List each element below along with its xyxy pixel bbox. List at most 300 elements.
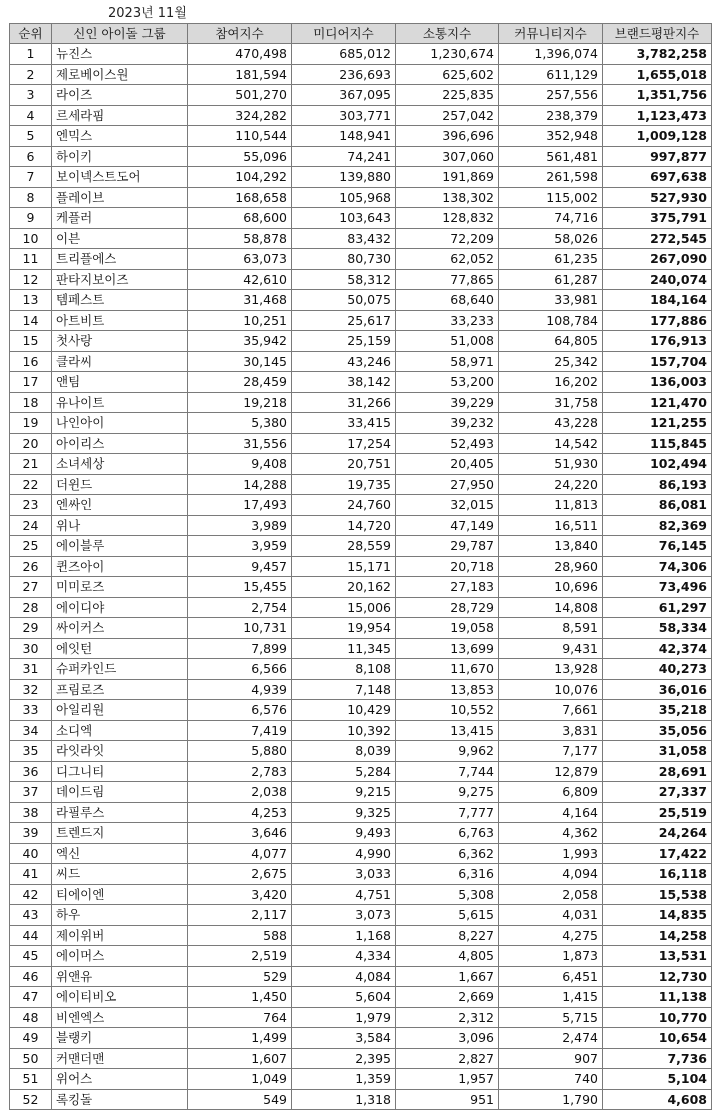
participation-cell: 181,594 <box>188 64 292 85</box>
community-cell: 10,696 <box>499 577 603 598</box>
communication-cell: 27,183 <box>396 577 499 598</box>
participation-cell: 2,783 <box>188 761 292 782</box>
media-cell: 38,142 <box>292 372 396 393</box>
table-row <box>10 536 712 557</box>
participation-cell: 55,096 <box>188 146 292 167</box>
rank-cell: 45 <box>10 946 52 967</box>
table-row <box>10 126 712 147</box>
rank-cell: 16 <box>10 351 52 372</box>
rank-cell: 37 <box>10 782 52 803</box>
group-name-cell: 제이위버 <box>52 925 188 946</box>
rank-cell: 51 <box>10 1069 52 1090</box>
community-cell: 352,948 <box>499 126 603 147</box>
group-name-cell: 하우 <box>52 905 188 926</box>
group-name-cell: 더윈드 <box>52 474 188 495</box>
group-name-cell: 엔싸인 <box>52 495 188 516</box>
communication-cell: 32,015 <box>396 495 499 516</box>
communication-cell: 20,718 <box>396 556 499 577</box>
group-name-cell: 유나이트 <box>52 392 188 413</box>
community-cell: 1,415 <box>499 987 603 1008</box>
brand-reputation-cell: 14,835 <box>603 905 712 926</box>
brand-reputation-cell: 17,422 <box>603 843 712 864</box>
media-cell: 685,012 <box>292 44 396 65</box>
communication-cell: 138,302 <box>396 187 499 208</box>
brand-reputation-cell: 28,691 <box>603 761 712 782</box>
group-name-cell: 소디엑 <box>52 720 188 741</box>
table-row <box>10 946 712 967</box>
communication-cell: 39,232 <box>396 413 499 434</box>
communication-cell: 2,827 <box>396 1048 499 1069</box>
participation-cell: 5,880 <box>188 741 292 762</box>
group-name-cell: 앤팀 <box>52 372 188 393</box>
participation-cell: 470,498 <box>188 44 292 65</box>
table-row <box>10 208 712 229</box>
communication-cell: 4,805 <box>396 946 499 967</box>
table-row <box>10 44 712 65</box>
media-cell: 148,941 <box>292 126 396 147</box>
table-row <box>10 577 712 598</box>
brand-reputation-cell: 74,306 <box>603 556 712 577</box>
participation-cell: 110,544 <box>188 126 292 147</box>
table-row <box>10 474 712 495</box>
media-cell: 4,334 <box>292 946 396 967</box>
community-cell: 5,715 <box>499 1007 603 1028</box>
community-cell: 28,960 <box>499 556 603 577</box>
communication-cell: 7,744 <box>396 761 499 782</box>
participation-cell: 324,282 <box>188 105 292 126</box>
communication-cell: 257,042 <box>396 105 499 126</box>
group-name-cell: 비엔엑스 <box>52 1007 188 1028</box>
brand-reputation-cell: 24,264 <box>603 823 712 844</box>
community-cell: 11,813 <box>499 495 603 516</box>
brand-reputation-cell: 121,470 <box>603 392 712 413</box>
community-cell: 115,002 <box>499 187 603 208</box>
communication-cell: 33,233 <box>396 310 499 331</box>
participation-cell: 4,939 <box>188 679 292 700</box>
brand-reputation-cell: 157,704 <box>603 351 712 372</box>
community-cell: 4,275 <box>499 925 603 946</box>
brand-reputation-cell: 5,104 <box>603 1069 712 1090</box>
communication-cell: 951 <box>396 1089 499 1110</box>
rank-cell: 35 <box>10 741 52 762</box>
media-cell: 3,033 <box>292 864 396 885</box>
community-cell: 611,129 <box>499 64 603 85</box>
report-title: 2023년 11월 <box>108 6 187 21</box>
rank-cell: 47 <box>10 987 52 1008</box>
group-name-cell: 하이키 <box>52 146 188 167</box>
media-cell: 31,266 <box>292 392 396 413</box>
media-cell: 1,168 <box>292 925 396 946</box>
table-row <box>10 1028 712 1049</box>
communication-cell: 13,699 <box>396 638 499 659</box>
table-row <box>10 310 712 331</box>
brand-reputation-cell: 16,118 <box>603 864 712 885</box>
communication-cell: 7,777 <box>396 802 499 823</box>
participation-cell: 35,942 <box>188 331 292 352</box>
community-cell: 10,076 <box>499 679 603 700</box>
community-cell: 108,784 <box>499 310 603 331</box>
media-cell: 5,604 <box>292 987 396 1008</box>
table-row <box>10 495 712 516</box>
rank-cell: 31 <box>10 659 52 680</box>
participation-cell: 2,117 <box>188 905 292 926</box>
communication-cell: 77,865 <box>396 269 499 290</box>
group-name-cell: 판타지보이즈 <box>52 269 188 290</box>
table-row <box>10 433 712 454</box>
group-name-cell: 클라씨 <box>52 351 188 372</box>
media-cell: 7,148 <box>292 679 396 700</box>
communication-cell: 9,962 <box>396 741 499 762</box>
media-cell: 20,751 <box>292 454 396 475</box>
table-row <box>10 64 712 85</box>
table-row <box>10 618 712 639</box>
brand-reputation-cell: 115,845 <box>603 433 712 454</box>
community-cell: 8,591 <box>499 618 603 639</box>
table-row <box>10 925 712 946</box>
brand-reputation-cell: 7,736 <box>603 1048 712 1069</box>
group-name-cell: 아이리스 <box>52 433 188 454</box>
communication-cell: 225,835 <box>396 85 499 106</box>
community-cell: 13,840 <box>499 536 603 557</box>
communication-cell: 191,869 <box>396 167 499 188</box>
table-row <box>10 249 712 270</box>
communication-cell: 128,832 <box>396 208 499 229</box>
brand-reputation-cell: 272,545 <box>603 228 712 249</box>
media-cell: 19,735 <box>292 474 396 495</box>
brand-reputation-cell: 82,369 <box>603 515 712 536</box>
group-name-cell: 씨드 <box>52 864 188 885</box>
table-row <box>10 1048 712 1069</box>
rank-cell: 43 <box>10 905 52 926</box>
community-cell: 14,808 <box>499 597 603 618</box>
community-cell: 33,981 <box>499 290 603 311</box>
participation-cell: 2,519 <box>188 946 292 967</box>
community-cell: 7,661 <box>499 700 603 721</box>
community-cell: 13,928 <box>499 659 603 680</box>
table-row <box>10 802 712 823</box>
media-cell: 43,246 <box>292 351 396 372</box>
brand-reputation-cell: 35,056 <box>603 720 712 741</box>
community-cell: 4,164 <box>499 802 603 823</box>
group-name-cell: 첫사랑 <box>52 331 188 352</box>
community-cell: 14,542 <box>499 433 603 454</box>
communication-cell: 47,149 <box>396 515 499 536</box>
group-name-cell: 록킹돌 <box>52 1089 188 1110</box>
media-cell: 4,751 <box>292 884 396 905</box>
participation-cell: 6,576 <box>188 700 292 721</box>
brand-reputation-cell: 527,930 <box>603 187 712 208</box>
media-cell: 1,359 <box>292 1069 396 1090</box>
brand-reputation-cell: 73,496 <box>603 577 712 598</box>
communication-cell: 52,493 <box>396 433 499 454</box>
table-header-row <box>10 24 712 44</box>
rank-cell: 19 <box>10 413 52 434</box>
participation-cell: 9,408 <box>188 454 292 475</box>
communication-cell: 11,670 <box>396 659 499 680</box>
group-name-cell: 싸이커스 <box>52 618 188 639</box>
brand-reputation-cell: 35,218 <box>603 700 712 721</box>
brand-reputation-cell: 86,193 <box>603 474 712 495</box>
rank-cell: 17 <box>10 372 52 393</box>
community-cell: 51,930 <box>499 454 603 475</box>
table-body <box>10 44 712 1110</box>
rank-cell: 30 <box>10 638 52 659</box>
participation-cell: 529 <box>188 966 292 987</box>
rank-cell: 11 <box>10 249 52 270</box>
community-cell: 3,831 <box>499 720 603 741</box>
communication-cell: 62,052 <box>396 249 499 270</box>
table-row <box>10 269 712 290</box>
rank-cell: 46 <box>10 966 52 987</box>
participation-cell: 15,455 <box>188 577 292 598</box>
group-name-cell: 위나 <box>52 515 188 536</box>
rank-cell: 38 <box>10 802 52 823</box>
brand-reputation-cell: 1,655,018 <box>603 64 712 85</box>
table-row <box>10 556 712 577</box>
rank-cell: 26 <box>10 556 52 577</box>
group-name-cell: 소녀세상 <box>52 454 188 475</box>
media-cell: 10,429 <box>292 700 396 721</box>
rank-cell: 12 <box>10 269 52 290</box>
table-row <box>10 843 712 864</box>
brand-reputation-cell: 375,791 <box>603 208 712 229</box>
participation-cell: 14,288 <box>188 474 292 495</box>
table-row <box>10 864 712 885</box>
communication-cell: 2,312 <box>396 1007 499 1028</box>
brand-reputation-cell: 15,538 <box>603 884 712 905</box>
community-cell: 61,235 <box>499 249 603 270</box>
rank-cell: 24 <box>10 515 52 536</box>
table-row <box>10 1007 712 1028</box>
communication-cell: 13,853 <box>396 679 499 700</box>
group-name-cell: 퀸즈아이 <box>52 556 188 577</box>
participation-cell: 19,218 <box>188 392 292 413</box>
community-cell: 740 <box>499 1069 603 1090</box>
table-row <box>10 966 712 987</box>
brand-reputation-cell: 121,255 <box>603 413 712 434</box>
participation-cell: 63,073 <box>188 249 292 270</box>
media-cell: 24,760 <box>292 495 396 516</box>
table-row <box>10 761 712 782</box>
brand-reputation-cell: 697,638 <box>603 167 712 188</box>
table-row <box>10 823 712 844</box>
community-cell: 43,228 <box>499 413 603 434</box>
media-cell: 367,095 <box>292 85 396 106</box>
table-row <box>10 413 712 434</box>
group-name-cell: 위어스 <box>52 1069 188 1090</box>
media-cell: 1,318 <box>292 1089 396 1110</box>
media-cell: 1,979 <box>292 1007 396 1028</box>
media-cell: 105,968 <box>292 187 396 208</box>
table-row <box>10 782 712 803</box>
rank-cell: 39 <box>10 823 52 844</box>
table-row <box>10 392 712 413</box>
participation-cell: 104,292 <box>188 167 292 188</box>
brand-reputation-cell: 10,770 <box>603 1007 712 1028</box>
community-cell: 16,202 <box>499 372 603 393</box>
rank-cell: 29 <box>10 618 52 639</box>
rank-cell: 41 <box>10 864 52 885</box>
communication-cell: 28,729 <box>396 597 499 618</box>
table-row <box>10 1089 712 1110</box>
community-cell: 2,474 <box>499 1028 603 1049</box>
media-cell: 2,395 <box>292 1048 396 1069</box>
table-row <box>10 515 712 536</box>
table-row <box>10 638 712 659</box>
rank-cell: 14 <box>10 310 52 331</box>
media-cell: 303,771 <box>292 105 396 126</box>
participation-cell: 9,457 <box>188 556 292 577</box>
community-cell: 4,031 <box>499 905 603 926</box>
brand-reputation-cell: 13,531 <box>603 946 712 967</box>
rank-cell: 3 <box>10 85 52 106</box>
brand-reputation-cell: 27,337 <box>603 782 712 803</box>
group-name-cell: 제로베이스원 <box>52 64 188 85</box>
media-cell: 10,392 <box>292 720 396 741</box>
communication-cell: 1,667 <box>396 966 499 987</box>
brand-reputation-cell: 102,494 <box>603 454 712 475</box>
community-cell: 261,598 <box>499 167 603 188</box>
communication-cell: 1,230,674 <box>396 44 499 65</box>
communication-cell: 396,696 <box>396 126 499 147</box>
table-row <box>10 720 712 741</box>
column-header-group: 신인 아이돌 그룹 <box>52 24 188 44</box>
communication-cell: 20,405 <box>396 454 499 475</box>
brand-reputation-cell: 36,016 <box>603 679 712 700</box>
group-name-cell: 나인아이 <box>52 413 188 434</box>
communication-cell: 6,362 <box>396 843 499 864</box>
community-cell: 6,451 <box>499 966 603 987</box>
group-name-cell: 프림로즈 <box>52 679 188 700</box>
participation-cell: 1,049 <box>188 1069 292 1090</box>
communication-cell: 625,602 <box>396 64 499 85</box>
communication-cell: 5,615 <box>396 905 499 926</box>
rank-cell: 21 <box>10 454 52 475</box>
table-row <box>10 372 712 393</box>
participation-cell: 3,420 <box>188 884 292 905</box>
rank-cell: 10 <box>10 228 52 249</box>
community-cell: 12,879 <box>499 761 603 782</box>
media-cell: 3,584 <box>292 1028 396 1049</box>
community-cell: 58,026 <box>499 228 603 249</box>
participation-cell: 58,878 <box>188 228 292 249</box>
communication-cell: 29,787 <box>396 536 499 557</box>
column-header-rank: 순위 <box>10 24 52 44</box>
table-row <box>10 659 712 680</box>
community-cell: 238,379 <box>499 105 603 126</box>
media-cell: 9,215 <box>292 782 396 803</box>
rank-cell: 2 <box>10 64 52 85</box>
group-name-cell: 블랭키 <box>52 1028 188 1049</box>
group-name-cell: 에이디야 <box>52 597 188 618</box>
communication-cell: 10,552 <box>396 700 499 721</box>
media-cell: 58,312 <box>292 269 396 290</box>
media-cell: 25,159 <box>292 331 396 352</box>
group-name-cell: 에이블루 <box>52 536 188 557</box>
rank-cell: 50 <box>10 1048 52 1069</box>
brand-reputation-cell: 1,009,128 <box>603 126 712 147</box>
rank-cell: 18 <box>10 392 52 413</box>
media-cell: 8,039 <box>292 741 396 762</box>
participation-cell: 28,459 <box>188 372 292 393</box>
table-row <box>10 146 712 167</box>
media-cell: 50,075 <box>292 290 396 311</box>
media-cell: 103,643 <box>292 208 396 229</box>
rank-cell: 15 <box>10 331 52 352</box>
rank-cell: 40 <box>10 843 52 864</box>
participation-cell: 764 <box>188 1007 292 1028</box>
group-name-cell: 케플러 <box>52 208 188 229</box>
group-name-cell: 에이머스 <box>52 946 188 967</box>
community-cell: 25,342 <box>499 351 603 372</box>
brand-reputation-table <box>9 23 712 1110</box>
communication-cell: 39,229 <box>396 392 499 413</box>
brand-reputation-cell: 61,297 <box>603 597 712 618</box>
communication-cell: 9,275 <box>396 782 499 803</box>
group-name-cell: 아트비트 <box>52 310 188 331</box>
group-name-cell: 트렌드지 <box>52 823 188 844</box>
participation-cell: 7,419 <box>188 720 292 741</box>
column-header-community: 커뮤니티지수 <box>499 24 603 44</box>
rank-cell: 44 <box>10 925 52 946</box>
media-cell: 11,345 <box>292 638 396 659</box>
brand-reputation-cell: 31,058 <box>603 741 712 762</box>
brand-reputation-cell: 86,081 <box>603 495 712 516</box>
media-cell: 33,415 <box>292 413 396 434</box>
media-cell: 80,730 <box>292 249 396 270</box>
media-cell: 28,559 <box>292 536 396 557</box>
community-cell: 31,758 <box>499 392 603 413</box>
brand-reputation-cell: 184,164 <box>603 290 712 311</box>
communication-cell: 72,209 <box>396 228 499 249</box>
brand-reputation-cell: 25,519 <box>603 802 712 823</box>
communication-cell: 6,316 <box>396 864 499 885</box>
table-row <box>10 905 712 926</box>
communication-cell: 8,227 <box>396 925 499 946</box>
participation-cell: 3,646 <box>188 823 292 844</box>
media-cell: 15,171 <box>292 556 396 577</box>
brand-reputation-cell: 997,877 <box>603 146 712 167</box>
participation-cell: 501,270 <box>188 85 292 106</box>
brand-reputation-cell: 240,074 <box>603 269 712 290</box>
rank-cell: 1 <box>10 44 52 65</box>
rank-cell: 13 <box>10 290 52 311</box>
column-header-participation: 참여지수 <box>188 24 292 44</box>
participation-cell: 31,556 <box>188 433 292 454</box>
participation-cell: 31,468 <box>188 290 292 311</box>
participation-cell: 2,675 <box>188 864 292 885</box>
group-name-cell: 미미로즈 <box>52 577 188 598</box>
table-row <box>10 741 712 762</box>
rank-cell: 42 <box>10 884 52 905</box>
brand-reputation-cell: 3,782,258 <box>603 44 712 65</box>
rank-cell: 28 <box>10 597 52 618</box>
community-cell: 7,177 <box>499 741 603 762</box>
rank-cell: 4 <box>10 105 52 126</box>
rank-cell: 33 <box>10 700 52 721</box>
group-name-cell: 보이넥스트도어 <box>52 167 188 188</box>
participation-cell: 4,253 <box>188 802 292 823</box>
community-cell: 1,873 <box>499 946 603 967</box>
participation-cell: 1,450 <box>188 987 292 1008</box>
brand-reputation-cell: 176,913 <box>603 331 712 352</box>
group-name-cell: 슈퍼카인드 <box>52 659 188 680</box>
participation-cell: 1,499 <box>188 1028 292 1049</box>
group-name-cell: 트리플에스 <box>52 249 188 270</box>
group-name-cell: 엔믹스 <box>52 126 188 147</box>
column-header-brand-reputation: 브랜드평판지수 <box>603 24 712 44</box>
table-row <box>10 454 712 475</box>
